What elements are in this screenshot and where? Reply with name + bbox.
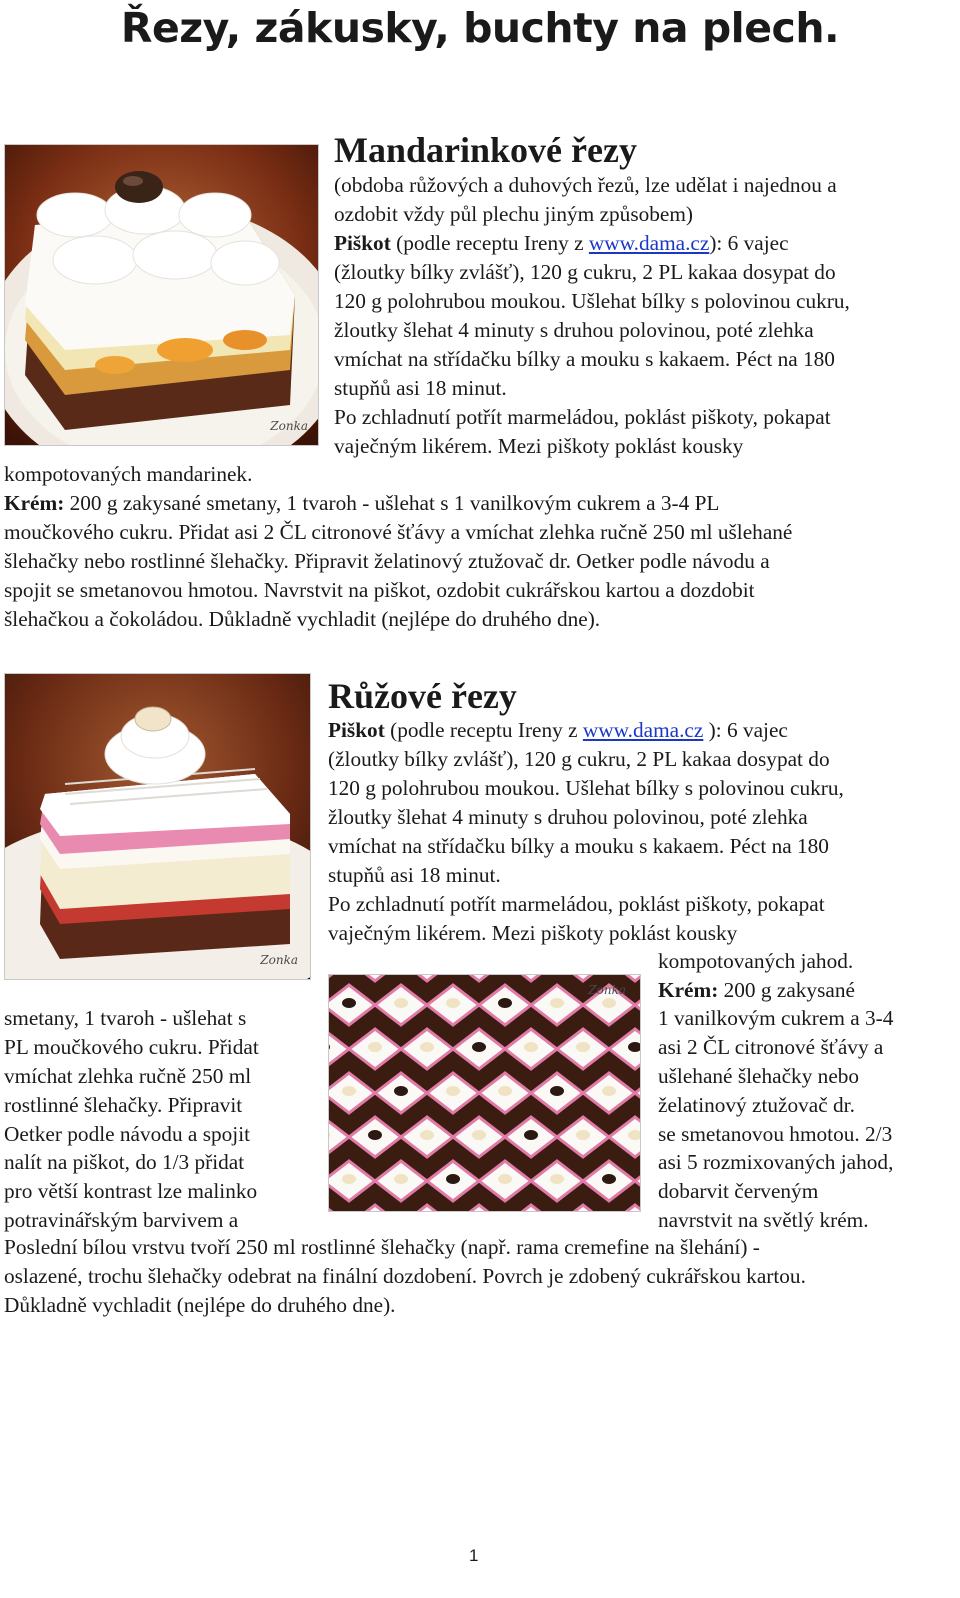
recipe1-intro-line: ozdobit vždy půl plechu jiným způsobem) — [334, 202, 694, 226]
piskot-text: (podle receptu Ireny z — [390, 231, 589, 255]
recipe2-right-line: ušlehané šlehačky nebo — [658, 1064, 860, 1088]
recipe2-left-line: pro větší kontrast lze malinko — [4, 1179, 258, 1203]
photo-signature: Zonka — [270, 419, 308, 433]
cake-topping — [394, 1174, 408, 1184]
recipe2-left-line: potravinářským barvivem a — [4, 1208, 239, 1232]
piskot-text-after: ): 6 vajec — [703, 718, 788, 742]
recipe1-text-line: kompotovaných mandarinek. — [4, 462, 253, 486]
recipe2-left-line: rostlinné šlehačky. Připravit — [4, 1093, 243, 1117]
piskot-label: Piškot — [334, 231, 391, 255]
pink-slice-illustration — [5, 674, 310, 979]
cake-topping — [498, 1174, 512, 1184]
recipe1-text-line: šlehačkou a čokoládou. Důkladně vychladit (nejlépe do druhého dne). — [4, 607, 601, 631]
cake-topping — [420, 1042, 434, 1052]
cake-topping — [342, 998, 356, 1008]
cake-topping — [394, 1086, 408, 1096]
recipe2-right-line: 1 vanilkovým cukrem a 3-4 — [658, 1006, 894, 1030]
recipe2-text-line: vaječným likérem. Mezi piškoty poklást kousky — [328, 921, 738, 945]
cake-topping — [342, 1086, 356, 1096]
cake-topping — [498, 998, 512, 1008]
recipe1-title: Mandarinkové řezy — [334, 130, 637, 170]
recipe2-piskot-line — [328, 716, 788, 745]
recipe2-left-line: smetany, 1 tvaroh - ušlehat s — [4, 1006, 247, 1030]
cake-topping — [368, 1130, 382, 1140]
recipe2-right-line: navrstvit na světlý krém. — [658, 1208, 869, 1232]
mandarin-slice-illustration — [5, 145, 318, 445]
recipe1-text-line: Po zchladnutí potřít marmeládou, poklást piškoty, pokapat — [334, 405, 831, 429]
dama-link[interactable]: www.dama.cz — [582, 718, 704, 742]
page-title: Řezy, zákusky, buchty na plech. — [120, 4, 840, 52]
cake-topping — [498, 1086, 512, 1096]
recipe2-right-line: dobarvit červeným — [658, 1179, 819, 1203]
recipe2-text-line: žloutky šlehat 4 minuty s druhou polovinou, poté zlehka — [328, 805, 808, 829]
recipe1-text-line: žloutky šlehat 4 minuty s druhou polovinou, poté zlehka — [334, 318, 814, 342]
cake-topping — [446, 1086, 460, 1096]
mandarin-slice-photo — [4, 144, 319, 446]
recipe2-text-line: stupňů asi 18 minut. — [328, 863, 501, 887]
recipe2-right-line: asi 5 rozmixovaných jahod, — [658, 1150, 894, 1174]
recipe2-left-line: nalít na piškot, do 1/3 přidat — [4, 1150, 245, 1174]
recipe2-text-line: vmíchat na střídačku bílky a mouku s kakaem. Péct na 180 — [328, 834, 829, 858]
recipe2-right-line: se smetanovou hmotou. 2/3 — [658, 1122, 893, 1146]
recipe1-text-line: moučkového cukru. Přidat asi 2 ČL citronové šťávy a vmíchat zlehka ručně 250 ml ušlehané — [4, 520, 793, 544]
recipe2-text-line: Důkladně vychladit (nejlépe do druhého dne). — [4, 1293, 396, 1317]
recipe1-text-line: spojit se smetanovou hmotou. Navrstvit na piškot, ozdobit cukrářskou kartou a dozdobit — [4, 578, 755, 602]
recipe1-krem-line — [4, 489, 719, 518]
krem-label: Krém: — [658, 978, 719, 1002]
recipe2-text-line: Po zchladnutí potřít marmeládou, poklást piškoty, pokapat — [328, 892, 825, 916]
cake-topping — [472, 1130, 486, 1140]
photo-signature: Zonka — [260, 953, 298, 967]
pink-slice-photo — [4, 673, 311, 980]
recipe2-text-line: (žloutky bílky zvlášť), 120 g cukru, 2 PL kakaa dosypat do — [328, 747, 830, 771]
cake-topping — [550, 998, 564, 1008]
recipe2-left-line: vmíchat zlehka ručně 250 ml — [4, 1064, 252, 1088]
recipe1-text-line: (žloutky bílky zvlášť), 120 g cukru, 2 PL kakaa dosypat do — [334, 260, 836, 284]
tray-illustration — [329, 975, 640, 1211]
recipe2-right-line: asi 2 ČL citronové šťávy a — [658, 1035, 884, 1059]
cake-topping — [576, 1130, 590, 1140]
cake-topping — [446, 998, 460, 1008]
cake-topping — [524, 1130, 538, 1140]
recipe1-text-line: stupňů asi 18 minut. — [334, 376, 507, 400]
recipe2-text-line: oslazené, trochu šlehačky odebrat na finální dozdobení. Povrch je zdobený cukrářskou kartou. — [4, 1264, 806, 1288]
cake-topping — [602, 1174, 616, 1184]
cake-topping — [602, 998, 616, 1008]
recipe2-left-line: PL moučkového cukru. Přidat — [4, 1035, 259, 1059]
piskot-label: Piškot — [328, 718, 385, 742]
cake-topping — [420, 1130, 434, 1140]
krem-label: Krém: — [4, 491, 65, 515]
recipe2-text-line: 120 g polohrubou moukou. Ušlehat bílky s polovinou cukru, — [328, 776, 844, 800]
cake-topping — [524, 1042, 538, 1052]
krem-text: 200 g zakysané smetany, 1 tvaroh - ušlehat s 1 vanilkovým cukrem a 3-4 PL — [64, 491, 720, 515]
recipe2-text-line: Poslední bílou vrstvu tvoří 250 ml rostlinné šlehačky (např. rama cremefine na šlehání) - — [4, 1235, 760, 1259]
recipe2-left-line: Oetker podle návodu a spojit — [4, 1122, 251, 1146]
photo-signature: Zonka — [588, 983, 626, 997]
recipe1-intro-line: (obdoba růžových a duhových řezů, lze udělat i najednou a — [334, 173, 837, 197]
recipe2-krem-line — [658, 976, 855, 1005]
cake-topping — [550, 1086, 564, 1096]
cake-topping — [550, 1174, 564, 1184]
recipe1-text-line: šlehačky nebo rostlinné šlehačky. Připravit želatinový ztužovač dr. Oetker podle návodu a — [4, 549, 770, 573]
cake-topping — [342, 1174, 356, 1184]
piskot-text: (podle receptu Ireny z — [384, 718, 583, 742]
cake-topping — [576, 1042, 590, 1052]
cake-topping — [472, 1042, 486, 1052]
krem-text: 200 g zakysané — [718, 978, 855, 1002]
pink-slices-tray-photo — [328, 974, 641, 1212]
cake-topping — [394, 998, 408, 1008]
recipe1-piskot-line — [334, 229, 789, 258]
cake-topping — [602, 1086, 616, 1096]
cake-topping — [446, 1174, 460, 1184]
page-number: 1 — [469, 1546, 479, 1565]
recipe2-title: Růžové řezy — [328, 676, 517, 716]
dama-link[interactable]: www.dama.cz — [588, 231, 710, 255]
recipe1-text-line: vaječným likérem. Mezi piškoty poklást kousky — [334, 434, 744, 458]
recipe1-text-line: 120 g polohrubou moukou. Ušlehat bílky s polovinou cukru, — [334, 289, 850, 313]
cake-topping — [368, 1042, 382, 1052]
recipe2-right-line: želatinový ztužovač dr. — [658, 1093, 855, 1117]
piskot-text-after: ): 6 vajec — [709, 231, 789, 255]
recipe1-text-line: vmíchat na střídačku bílky a mouku s kakaem. Péct na 180 — [334, 347, 835, 371]
recipe2-text-line: kompotovaných jahod. — [658, 949, 854, 973]
